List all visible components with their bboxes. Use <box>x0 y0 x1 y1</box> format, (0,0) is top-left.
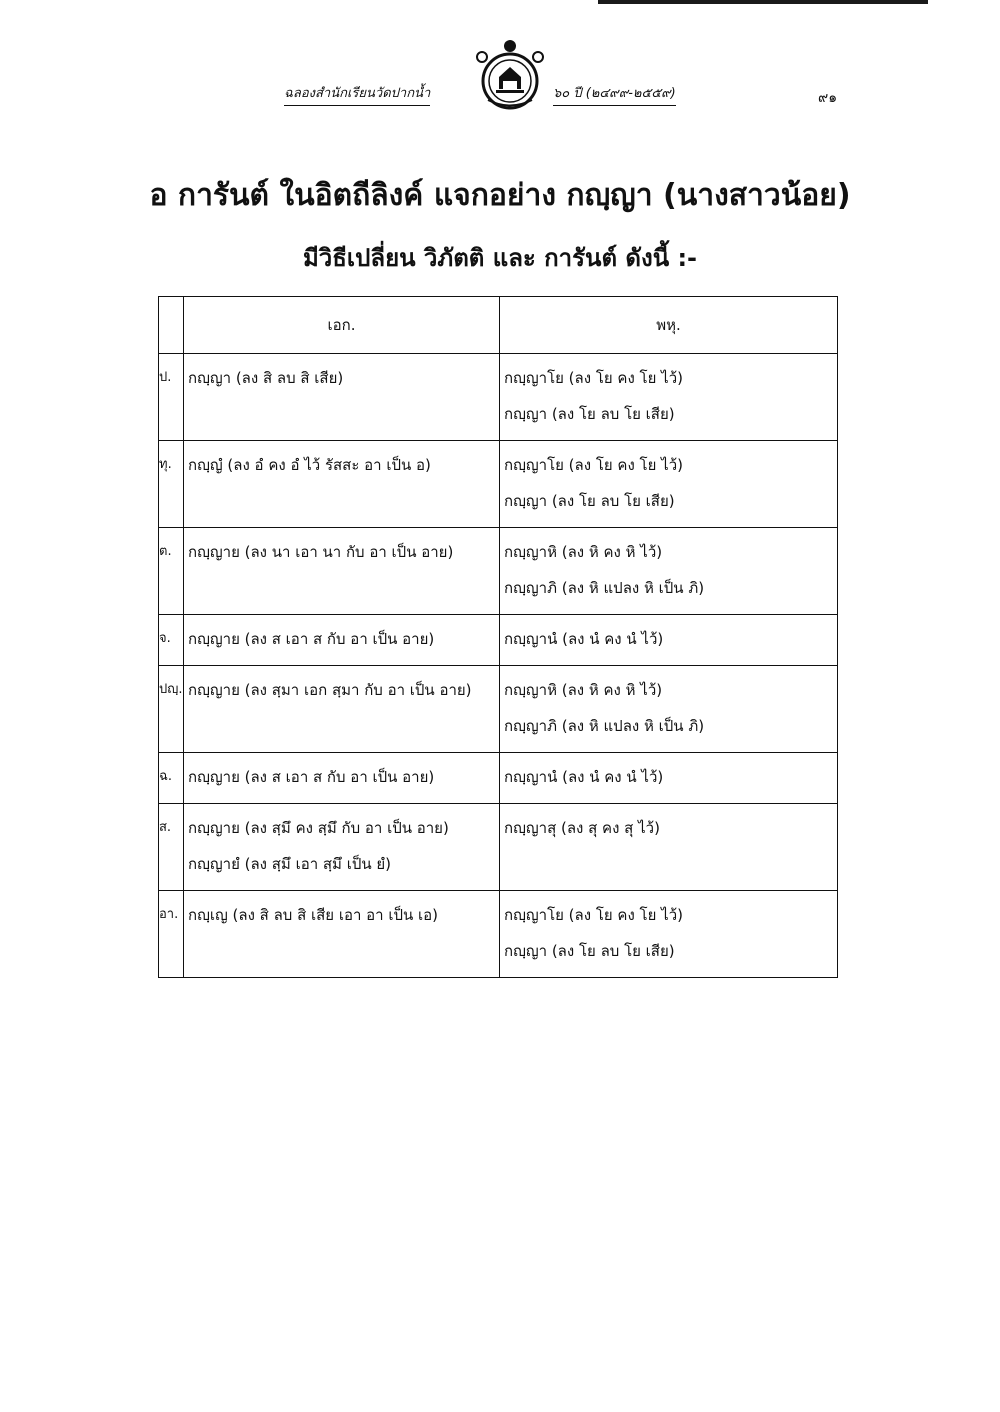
page-title: อ การันต์ ในอิตถีลิงค์ แจกอย่าง กญฺญา (นางสาวน้อย) <box>149 178 851 213</box>
singular-form: กญฺญาย (ลง นา เอา นา กับ อา เป็น อาย) <box>188 543 454 561</box>
plural-form: กญฺญา (ลง โย ลบ โย เสีย) <box>504 492 675 510</box>
singular-cell <box>184 615 500 666</box>
singular-form: กญฺญาย (ลง สฺมา เอก สฺมา กับ อา เป็น อาย) <box>188 681 472 699</box>
case-label: ฉ. <box>159 753 184 804</box>
plural-form: กญฺญาภิ (ลง หิ แปลง หิ เป็น ภิ) <box>504 717 705 735</box>
singular-cell <box>184 528 500 615</box>
table-row <box>159 528 838 615</box>
singular-form: กญฺญา (ลง สิ ลบ สิ เสีย) <box>188 369 344 387</box>
table-row <box>159 441 838 528</box>
singular-cell <box>184 666 500 753</box>
table-row <box>159 615 838 666</box>
plural-cell <box>500 891 838 978</box>
header-left-text: ฉลองสำนักเรียนวัดปากน้ำ <box>284 82 430 106</box>
table-row <box>159 891 838 978</box>
plural-cell <box>500 441 838 528</box>
plural-form: กญฺญาหิ (ลง หิ คง หิ ไว้) <box>504 681 663 699</box>
singular-form: กญฺญาย (ลง ส เอา ส กับ อา เป็น อาย) <box>188 630 435 648</box>
case-label: จ. <box>159 615 184 666</box>
singular-cell <box>184 804 500 891</box>
case-label: ป. <box>159 354 184 441</box>
singular-cell <box>184 753 500 804</box>
case-label: ปญฺ. <box>159 666 184 753</box>
singular-form: กญฺญาย (ลง สฺมึ คง สฺมึ กับ อา เป็น อาย) <box>188 819 449 837</box>
header-case-cell <box>159 297 184 354</box>
plural-form: กญฺญานํ (ลง นํ คง นํ ไว้) <box>504 768 664 786</box>
plural-cell <box>500 753 838 804</box>
temple-emblem-icon <box>470 37 550 117</box>
case-label: ต. <box>159 528 184 615</box>
singular-cell <box>184 891 500 978</box>
table-row <box>159 666 838 753</box>
plural-cell <box>500 615 838 666</box>
case-label: ส. <box>159 804 184 891</box>
plural-form: กญฺญาโย (ลง โย คง โย ไว้) <box>504 906 683 924</box>
plural-form: กญฺญาโย (ลง โย คง โย ไว้) <box>504 456 683 474</box>
table-row <box>159 804 838 891</box>
plural-cell <box>500 354 838 441</box>
table-row <box>159 753 838 804</box>
singular-form: กญฺญาย (ลง ส เอา ส กับ อา เป็น อาย) <box>188 768 435 786</box>
singular-form: กญฺเญ (ลง สิ ลบ สิ เสีย เอา อา เป็น เอ) <box>188 906 439 924</box>
header-anniversary-text: ๖๐ ปี (๒๔๙๙-๒๕๕๙) <box>553 82 676 106</box>
singular-form: กญฺญํ (ลง อํ คง อํ ไว้ รัสสะ อา เป็น อ) <box>188 456 431 474</box>
plural-form: กญฺญาภิ (ลง หิ แปลง หิ เป็น ภิ) <box>504 579 705 597</box>
plural-cell <box>500 666 838 753</box>
table-row <box>159 354 838 441</box>
plural-cell <box>500 528 838 615</box>
case-label: อา. <box>159 891 184 978</box>
plural-form: กญฺญาสุ (ลง สุ คง สุ ไว้) <box>504 819 660 837</box>
case-label: ทุ. <box>159 441 184 528</box>
singular-cell <box>184 441 500 528</box>
table-header-row <box>159 297 838 354</box>
plural-form: กญฺญา (ลง โย ลบ โย เสีย) <box>504 942 675 960</box>
plural-form: กญฺญานํ (ลง นํ คง นํ ไว้) <box>504 630 664 648</box>
declension-table <box>158 296 838 978</box>
plural-form: กญฺญา (ลง โย ลบ โย เสีย) <box>504 405 675 423</box>
header-singular: เอก. <box>184 297 500 354</box>
plural-form: กญฺญาหิ (ลง หิ คง หิ ไว้) <box>504 543 663 561</box>
singular-form: กญฺญายํ (ลง สฺมึ เอา สฺมึ เป็น ยํ) <box>188 855 392 873</box>
scan-edge-bar <box>598 0 928 4</box>
page-header <box>270 52 870 132</box>
header-plural: พหุ. <box>500 297 838 354</box>
page-number: ๙๑ <box>818 90 838 106</box>
singular-cell <box>184 354 500 441</box>
plural-form: กญฺญาโย (ลง โย คง โย ไว้) <box>504 369 683 387</box>
page-subtitle: มีวิธีเปลี่ยน วิภัตติ และ การันต์ ดังนี้ :- <box>302 244 698 272</box>
plural-cell <box>500 804 838 891</box>
